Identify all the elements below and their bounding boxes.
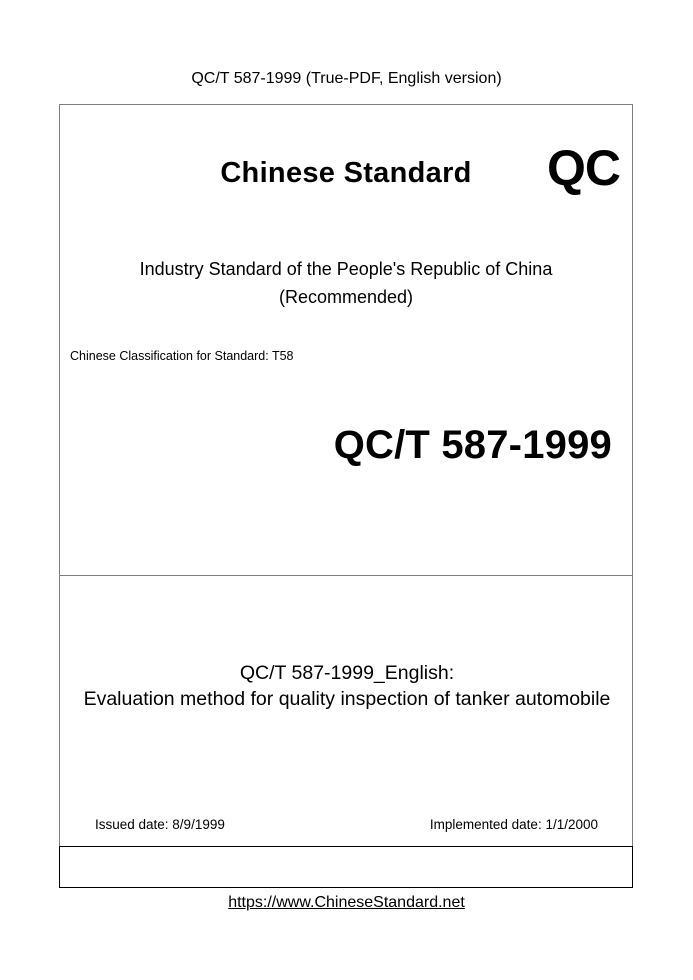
title-panel: [59, 575, 633, 847]
empty-bottom-box: [59, 846, 633, 888]
issued-date: Issued date: 8/9/1999: [95, 817, 225, 832]
cover-top-panel: [59, 104, 633, 576]
website-link[interactable]: https://www.ChineseStandard.net: [228, 894, 465, 911]
standard-number: QC/T 587-1999: [333, 423, 612, 467]
footer-link-container: [0, 894, 693, 912]
brand-mark: QC: [547, 140, 620, 196]
subtitle-line-2: (Recommended): [278, 287, 414, 307]
subtitle-line-1: Industry Standard of the People's Republic of China: [139, 259, 553, 279]
document-caption: QC/T 587-1999 (True-PDF, English version): [191, 70, 502, 87]
standard-title-line-1: QC/T 587-1999_English:: [239, 662, 455, 684]
brand-title: Chinese Standard: [220, 157, 472, 189]
implemented-date: Implemented date: 1/1/2000: [429, 817, 598, 832]
standard-title-line-2: Evaluation method for quality inspection of tanker automobile: [83, 688, 611, 710]
classification-label: Chinese Classification for Standard: T58: [70, 349, 294, 363]
